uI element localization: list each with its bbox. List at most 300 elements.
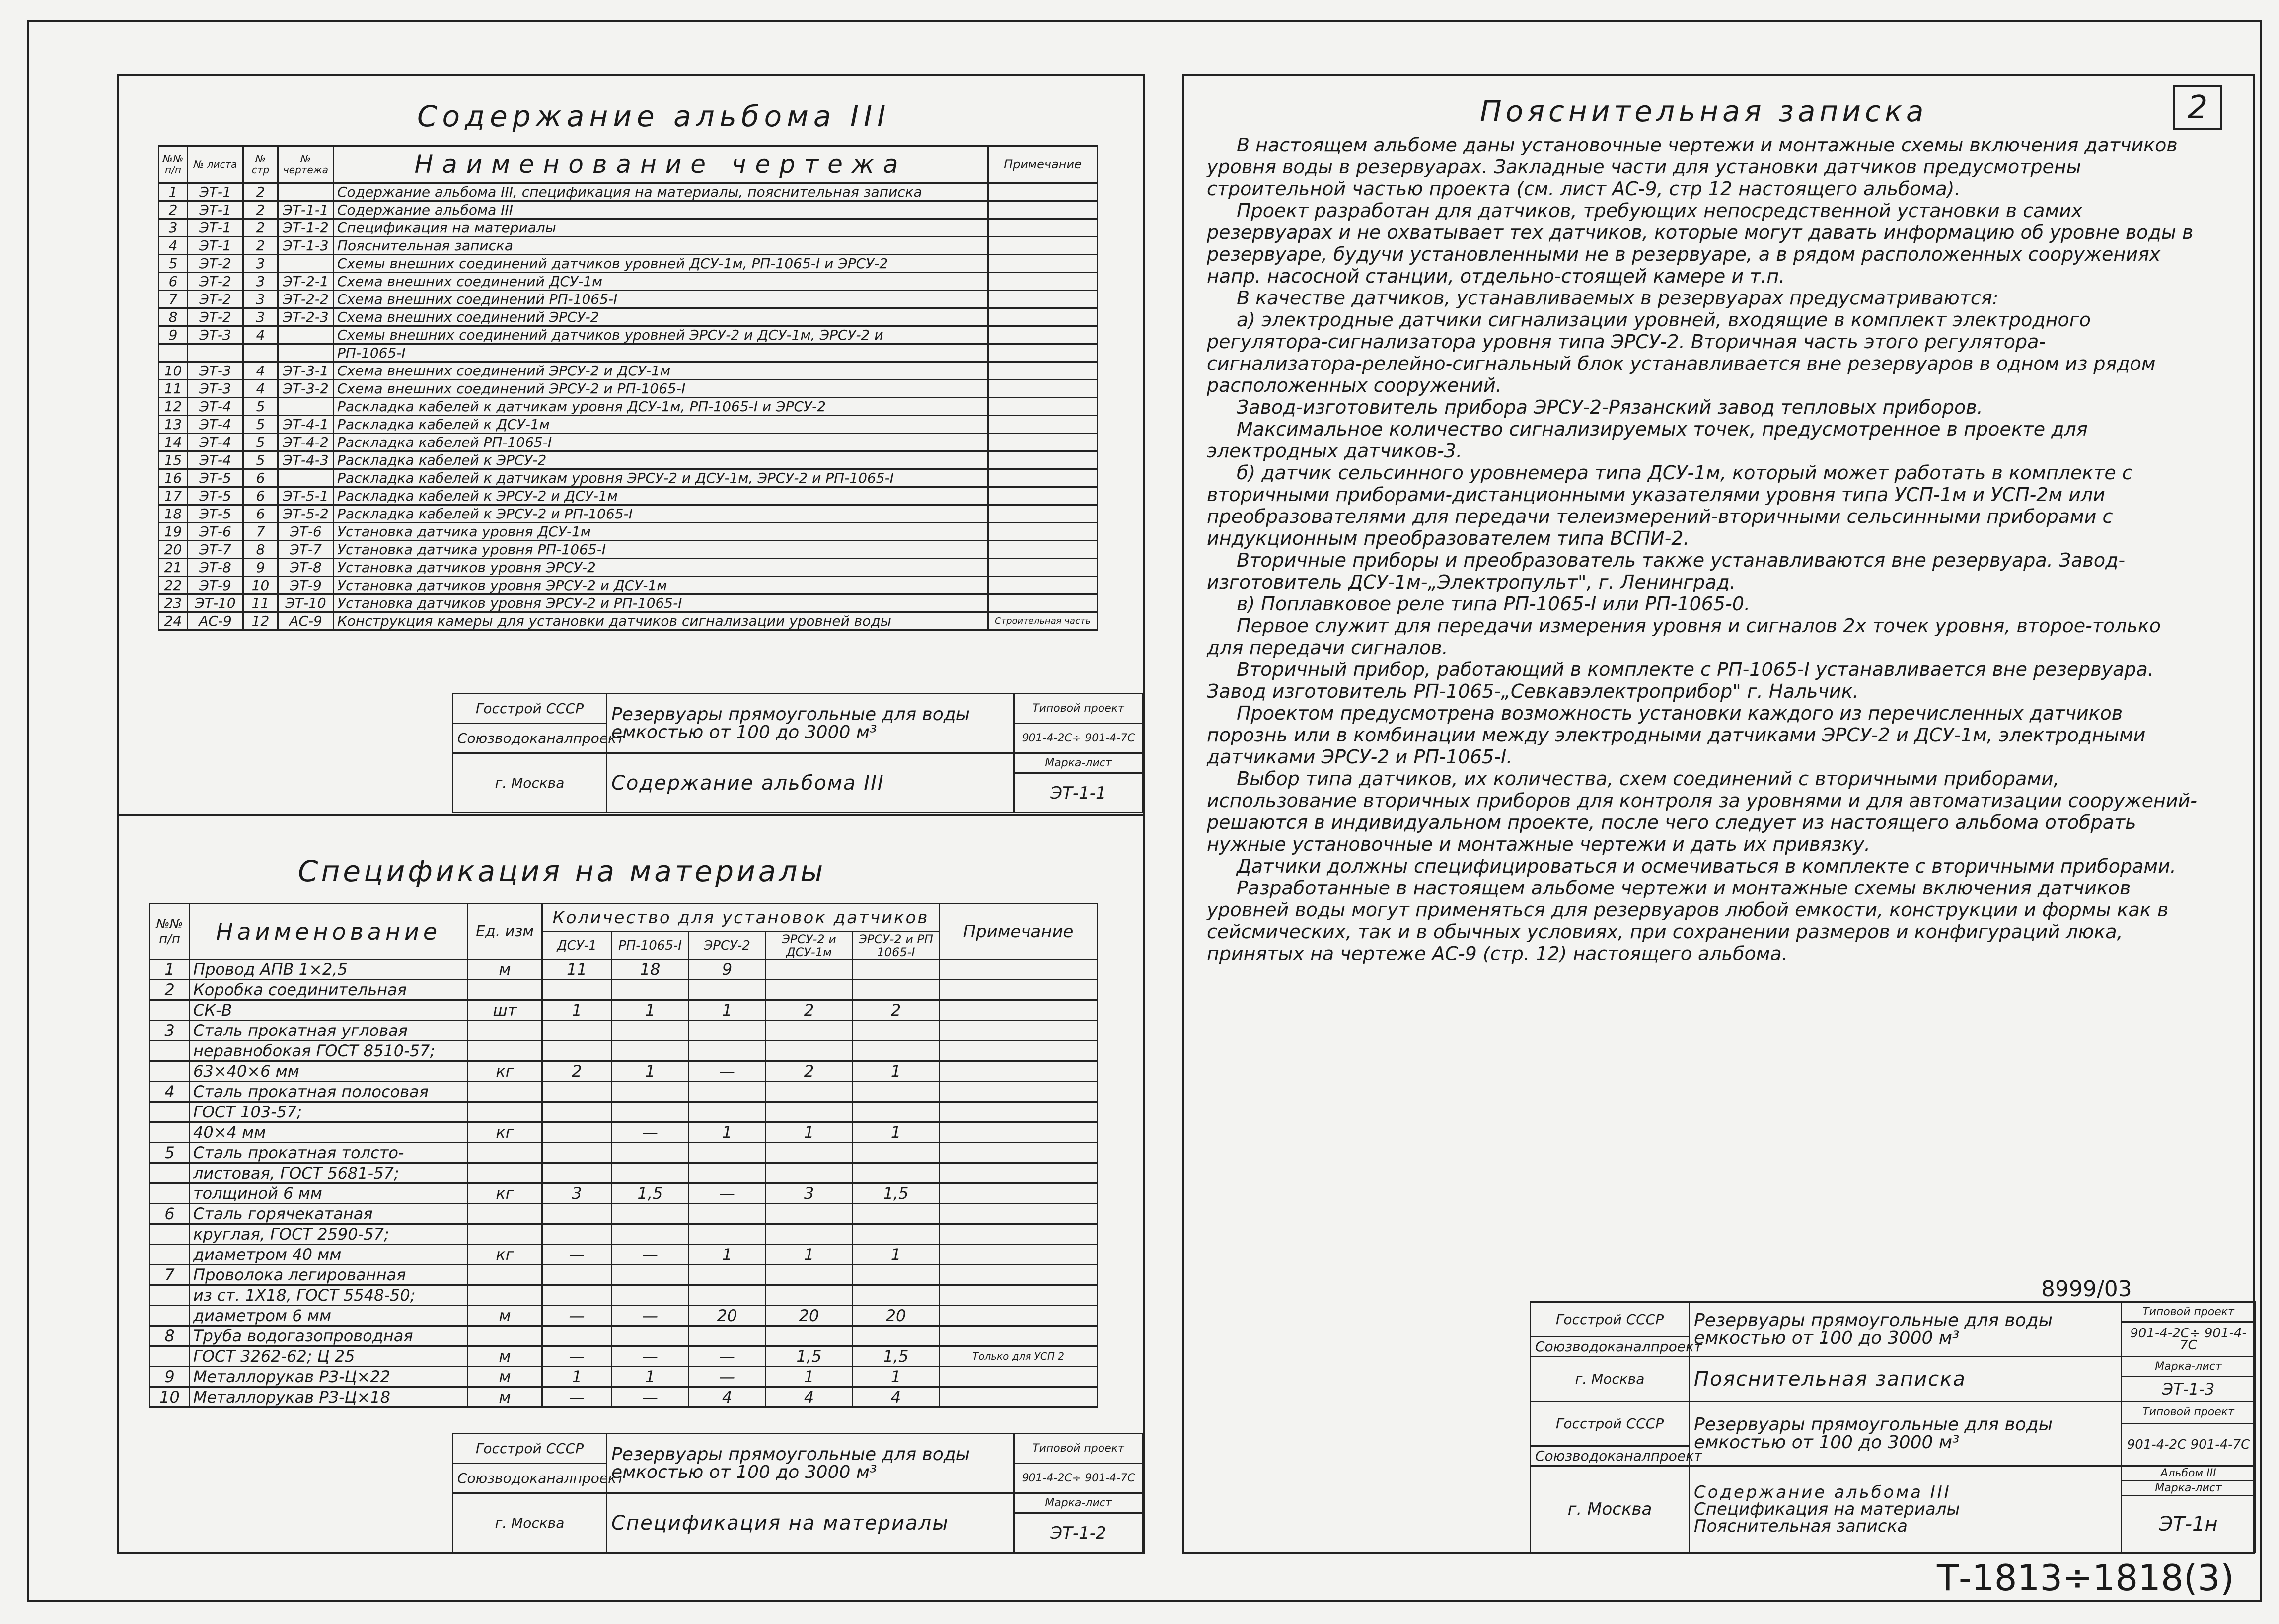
spec-cell-unit bbox=[468, 1204, 542, 1224]
stamp3-mark-value: ЭТ-1-3 bbox=[2122, 1377, 2256, 1402]
contents-header-name: Наименование чертежа bbox=[334, 146, 988, 183]
contents-cell-num: 16 bbox=[159, 469, 188, 487]
contents-cell-note bbox=[988, 291, 1098, 308]
contents-cell-name: Схема внешних соединений ЭРСУ-2 и РП-1065-I bbox=[334, 380, 988, 398]
stamp4-doc bbox=[1690, 1466, 2122, 1553]
contents-cell-page: 3 bbox=[243, 308, 278, 326]
spec-cell-c5 bbox=[853, 960, 940, 980]
spec-cell-c1 bbox=[542, 1082, 612, 1102]
left-panel-divider bbox=[117, 814, 1145, 816]
contents-cell-num: 7 bbox=[159, 291, 188, 308]
spec-cell-c1: — bbox=[542, 1387, 612, 1407]
spec-cell-c4 bbox=[766, 1204, 853, 1224]
spec-row bbox=[150, 1183, 1098, 1204]
contents-cell-name: Раскладка кабелей к датчикам уровня ЭРСУ-2 и ДСУ-1м, ЭРСУ-2 и РП-1065-I bbox=[334, 469, 988, 487]
contents-cell-num: 13 bbox=[159, 416, 188, 434]
spec-cell-note bbox=[940, 1245, 1098, 1265]
spec-row bbox=[150, 1387, 1098, 1407]
contents-cell-drawing: ЭТ-1-2 bbox=[278, 219, 334, 237]
contents-cell-note bbox=[988, 577, 1098, 594]
spec-cell-num: 4 bbox=[150, 1082, 190, 1102]
contents-cell-page: 5 bbox=[243, 451, 278, 469]
contents-cell-sheet: ЭТ-4 bbox=[188, 398, 243, 416]
contents-cell-num: 23 bbox=[159, 594, 188, 612]
contents-cell-empty bbox=[188, 344, 243, 362]
contents-cell-drawing: ЭТ-2-2 bbox=[278, 291, 334, 308]
spec-cell-c2 bbox=[612, 1204, 689, 1224]
contents-row bbox=[159, 326, 1098, 344]
contents-cell-sheet: ЭТ-2 bbox=[188, 255, 243, 273]
stamp3-type-label: Типовой проект bbox=[2122, 1302, 2256, 1322]
spec-cell-note bbox=[940, 980, 1098, 1000]
contents-cell-name: Конструкция камеры для установки датчиков сигнализации уровней воды bbox=[334, 612, 988, 630]
contents-cell-drawing bbox=[278, 469, 334, 487]
spec-cell-c3 bbox=[689, 1224, 766, 1245]
spec-cell-c2: — bbox=[612, 1306, 689, 1326]
contents-cell-name: Содержание альбома III, спецификация на материалы, пояснительная записка bbox=[334, 183, 988, 201]
note-paragraph: Выбор типа датчиков, их количества, схем соединений с вторичными приборами, использование вторичных приборов для контроля за уровнями и для автоматизации сооружений-решаются в индивидуальном проекте, после чего следует из настоящего альбома отобрать нужные установочные и монтажные чертежи и дать их привязку. bbox=[1207, 768, 2197, 855]
contents-cell-sheet: ЭТ-5 bbox=[188, 505, 243, 523]
note-paragraph: Датчики должны специфицироваться и осмечиваться в комплекте с вторичными приборами. bbox=[1237, 855, 2176, 877]
spec-cell-unit bbox=[468, 1041, 542, 1061]
contents-cell-sheet: ЭТ-7 bbox=[188, 541, 243, 559]
contents-cell-note bbox=[988, 326, 1098, 344]
spec-cell-c4 bbox=[766, 980, 853, 1000]
note-paragraph: Проектом предусмотрена возможность установки каждого из перечисленных датчиков порознь или в комбинации между электродными датчиками ЭРСУ-2 и ДСУ-1м, электродными датчиками ЭРСУ-2 и РП-1065-I. bbox=[1207, 702, 2146, 768]
contents-row bbox=[159, 451, 1098, 469]
stamp4-doc-line-2: Спецификация на материалы bbox=[1694, 1499, 1960, 1519]
contents-row bbox=[159, 434, 1098, 451]
contents-cell-name: Пояснительная записка bbox=[334, 237, 988, 255]
contents-cell-drawing: ЭТ-2-1 bbox=[278, 273, 334, 291]
spec-cell-c3 bbox=[689, 980, 766, 1000]
spec-cell-c1 bbox=[542, 1122, 612, 1143]
stamp2-mark-value: ЭТ-1-2 bbox=[1014, 1513, 1143, 1553]
contents-cell-num: 17 bbox=[159, 487, 188, 505]
contents-cell-name: Установка датчиков уровня ЭРСУ-2 и РП-1065-I bbox=[334, 594, 988, 612]
spec-cell-c1 bbox=[542, 1102, 612, 1122]
contents-row bbox=[159, 559, 1098, 577]
spec-cell-name: толщиной 6 мм bbox=[190, 1183, 468, 1204]
contents-cell-num: 1 bbox=[159, 183, 188, 201]
contents-cell-drawing: ЭТ-3-2 bbox=[278, 380, 334, 398]
contents-row bbox=[159, 487, 1098, 505]
contents-cell-name: Раскладка кабелей к ДСУ-1м bbox=[334, 416, 988, 434]
contents-cell-drawing: ЭТ-9 bbox=[278, 577, 334, 594]
contents-cell-drawing: ЭТ-4-3 bbox=[278, 451, 334, 469]
spec-header-unit: Ед. изм bbox=[468, 904, 542, 960]
spec-cell-name: Сталь горячекатаная bbox=[190, 1204, 468, 1224]
spec-cell-c1: 11 bbox=[542, 960, 612, 980]
stamp1-org2: Союзводоканалпроект bbox=[453, 724, 607, 753]
spec-cell-note bbox=[940, 1326, 1098, 1346]
spec-cell-name: Сталь прокатная полосовая bbox=[190, 1082, 468, 1102]
spec-cell-c1 bbox=[542, 1143, 612, 1163]
spec-cell-c5: 1 bbox=[853, 1245, 940, 1265]
spec-cell-c5: 1 bbox=[853, 1367, 940, 1387]
spec-cell-c4: 2 bbox=[766, 1061, 853, 1082]
spec-cell-c4 bbox=[766, 960, 853, 980]
spec-cell-unit: кг bbox=[468, 1245, 542, 1265]
contents-cell-sheet: ЭТ-2 bbox=[188, 273, 243, 291]
contents-cell-sheet: ЭТ-2 bbox=[188, 308, 243, 326]
contents-cell-page: 2 bbox=[243, 183, 278, 201]
stamp3-doc: Пояснительная записка bbox=[1690, 1357, 2122, 1402]
stamp2-type-value: 901-4-2С÷ 901-4-7С bbox=[1014, 1464, 1143, 1493]
spec-cell-c1: 1 bbox=[542, 1367, 612, 1387]
spec-cell-num: 1 bbox=[150, 960, 190, 980]
spec-cell-c4 bbox=[766, 1285, 853, 1306]
contents-cell-page: 5 bbox=[243, 398, 278, 416]
spec-cell-c4: 4 bbox=[766, 1387, 853, 1407]
spec-cell-c2 bbox=[612, 1224, 689, 1245]
spec-cell-c4: 1 bbox=[766, 1367, 853, 1387]
contents-cell-page: 8 bbox=[243, 541, 278, 559]
contents-cell-num: 2 bbox=[159, 201, 188, 219]
stamp4-album-label: Альбом III bbox=[2122, 1466, 2256, 1481]
spec-cell-c3: 1 bbox=[689, 1000, 766, 1021]
spec-row bbox=[150, 1041, 1098, 1061]
contents-cell-sheet: ЭТ-3 bbox=[188, 380, 243, 398]
contents-cell-sheet: ЭТ-1 bbox=[188, 201, 243, 219]
contents-cell-name: Установка датчика уровня ДСУ-1м bbox=[334, 523, 988, 541]
stamp2-doc: Спецификация на материалы bbox=[607, 1493, 1014, 1553]
note-heading: Пояснительная записка bbox=[1480, 94, 1928, 128]
contents-cell-note bbox=[988, 523, 1098, 541]
contents-row bbox=[159, 362, 1098, 380]
spec-cell-num bbox=[150, 1000, 190, 1021]
spec-cell-c1 bbox=[542, 1021, 612, 1041]
spec-cell-num bbox=[150, 1122, 190, 1143]
spec-cell-c3: — bbox=[689, 1346, 766, 1367]
spec-cell-c3 bbox=[689, 1326, 766, 1346]
contents-header-sheet: № листа bbox=[188, 146, 243, 183]
spec-cell-unit bbox=[468, 1224, 542, 1245]
contents-row bbox=[159, 416, 1098, 434]
spec-cell-unit: кг bbox=[468, 1122, 542, 1143]
spec-cell-c5: 1,5 bbox=[853, 1183, 940, 1204]
spec-cell-unit bbox=[468, 1265, 542, 1285]
spec-cell-c3: 9 bbox=[689, 960, 766, 980]
contents-cell-page: 3 bbox=[243, 291, 278, 308]
contents-cell-sheet: ЭТ-4 bbox=[188, 451, 243, 469]
spec-cell-c2 bbox=[612, 1163, 689, 1183]
note-paragraph: Проект разработан для датчиков, требующих непосредственной установки в самих резервуарах и не охватывает тех датчиков, которые могут давать информацию об уровне воды в резервуаре, будучи установленными не в резервуаре, а в рядом расположенных сооружениях напр. насосной станции, отдельно-стоящей камере и т.п. bbox=[1207, 200, 2194, 287]
spec-cell-c3 bbox=[689, 1163, 766, 1183]
spec-cell-name: Сталь прокатная угловая bbox=[190, 1021, 468, 1041]
contents-row bbox=[159, 541, 1098, 559]
spec-cell-c5: 1 bbox=[853, 1061, 940, 1082]
stamp2-org1: Госстрой СССР bbox=[453, 1434, 607, 1464]
spec-cell-c5 bbox=[853, 1041, 940, 1061]
spec-cell-name: из ст. 1Х18, ГОСТ 5548-50; bbox=[190, 1285, 468, 1306]
contents-cell-drawing: ЭТ-6 bbox=[278, 523, 334, 541]
spec-cell-name: Металлорукав РЗ-Ц×22 bbox=[190, 1367, 468, 1387]
contents-cell-empty bbox=[278, 344, 334, 362]
spec-cell-unit bbox=[468, 1163, 542, 1183]
spec-cell-c3 bbox=[689, 1041, 766, 1061]
contents-row bbox=[159, 308, 1098, 326]
contents-row bbox=[159, 469, 1098, 487]
note-paragraph: Разработанные в настоящем альбоме чертежи и монтажные схемы включения датчиков уровней воды могут применяться для резервуаров любой емкости, конструкции и формы как в сейсмических, так и в обычных условиях, при сохранении размеров и конфигураций люка, принятых на чертеже АС-9 (стр. 12) настоящего альбома. bbox=[1207, 877, 2169, 964]
spec-header-c5: ЭРСУ-2 и РП 1065-I bbox=[853, 932, 940, 960]
contents-cell-empty bbox=[243, 344, 278, 362]
spec-cell-num bbox=[150, 1285, 190, 1306]
contents-cell-note bbox=[988, 273, 1098, 291]
spec-cell-note bbox=[940, 1367, 1098, 1387]
contents-cell-num: 10 bbox=[159, 362, 188, 380]
contents-cell-num: 20 bbox=[159, 541, 188, 559]
spec-header-c1: ДСУ-1 bbox=[542, 932, 612, 960]
spec-cell-c3: — bbox=[689, 1367, 766, 1387]
spec-cell-note bbox=[940, 1143, 1098, 1163]
contents-cell-page: 6 bbox=[243, 487, 278, 505]
spec-cell-c4: 3 bbox=[766, 1183, 853, 1204]
spec-cell-c4: 1 bbox=[766, 1245, 853, 1265]
spec-body bbox=[150, 960, 1098, 1407]
spec-cell-c5 bbox=[853, 1224, 940, 1245]
spec-header-note: Примечание bbox=[940, 904, 1098, 960]
spec-cell-num bbox=[150, 1183, 190, 1204]
contents-row bbox=[159, 237, 1098, 255]
spec-cell-c2: 1,5 bbox=[612, 1183, 689, 1204]
contents-cell-name: Содержание альбома III bbox=[334, 201, 988, 219]
spec-cell-c2 bbox=[612, 1285, 689, 1306]
contents-cell-note bbox=[988, 308, 1098, 326]
spec-cell-c3: 1 bbox=[689, 1245, 766, 1265]
spec-cell-c2 bbox=[612, 1265, 689, 1285]
spec-cell-c3 bbox=[689, 1265, 766, 1285]
contents-cell-sheet: ЭТ-3 bbox=[188, 326, 243, 344]
contents-cell-page: 10 bbox=[243, 577, 278, 594]
spec-cell-num bbox=[150, 1163, 190, 1183]
contents-cell-sheet: ЭТ-4 bbox=[188, 416, 243, 434]
note-paragraph: б) датчик сельсинного уровнемера типа ДСУ-1м, который может работать в комплекте с вторичными приборами-дистанционными указателями уровня типа УСП-1м и УСП-2м или преобразователями для передачи телеизмерений-вторичными сельсинными приборами с индукционным преобразователем типа ВСПИ-2. bbox=[1207, 462, 2132, 549]
spec-cell-name: круглая, ГОСТ 2590-57; bbox=[190, 1224, 468, 1245]
contents-cell-note bbox=[988, 469, 1098, 487]
contents-row bbox=[159, 577, 1098, 594]
contents-cell-name: Установка датчиков уровня ЭРСУ-2 и ДСУ-1м bbox=[334, 577, 988, 594]
spec-header-c3: ЭРСУ-2 bbox=[689, 932, 766, 960]
contents-cell-page: 7 bbox=[243, 523, 278, 541]
stamp2-mark-label: Марка-лист bbox=[1014, 1493, 1143, 1513]
spec-cell-num bbox=[150, 1224, 190, 1245]
contents-cell-drawing: ЭТ-4-1 bbox=[278, 416, 334, 434]
spec-cell-name: Коробка соединительная bbox=[190, 980, 468, 1000]
contents-header-page: № стр bbox=[243, 146, 278, 183]
spec-cell-c1: 1 bbox=[542, 1000, 612, 1021]
contents-cell-sheet: ЭТ-2 bbox=[188, 291, 243, 308]
spec-cell-name: ГОСТ 103-57; bbox=[190, 1102, 468, 1122]
stamp3-mark-label: Марка-лист bbox=[2122, 1357, 2256, 1377]
contents-cell-note bbox=[988, 487, 1098, 505]
spec-cell-c5: 20 bbox=[853, 1306, 940, 1326]
spec-cell-c3 bbox=[689, 1143, 766, 1163]
contents-cell-num: 11 bbox=[159, 380, 188, 398]
spec-cell-c2 bbox=[612, 1102, 689, 1122]
stamp4-mark-value: ЭТ-1н bbox=[2122, 1496, 2256, 1553]
contents-cell-page: 2 bbox=[243, 237, 278, 255]
spec-cell-unit: м bbox=[468, 1387, 542, 1407]
spec-cell-name: Труба водогазопроводная bbox=[190, 1326, 468, 1346]
contents-cell-page: 11 bbox=[243, 594, 278, 612]
spec-cell-c2: — bbox=[612, 1346, 689, 1367]
stamp-spec bbox=[452, 1433, 1144, 1553]
spec-cell-note bbox=[940, 1183, 1098, 1204]
stamp4-title: Резервуары прямоугольные для воды емкостью от 100 до 3000 м³ bbox=[1690, 1402, 2122, 1466]
note-paragraph: Завод-изготовитель прибора ЭРСУ-2-Рязанский завод тепловых приборов. bbox=[1237, 396, 1983, 418]
spec-cell-unit: кг bbox=[468, 1183, 542, 1204]
spec-cell-num: 5 bbox=[150, 1143, 190, 1163]
contents-cell-num: 15 bbox=[159, 451, 188, 469]
contents-cell-name: Раскладка кабелей к датчикам уровня ДСУ-1м, РП-1065-I и ЭРСУ-2 bbox=[334, 398, 988, 416]
spec-cell-name: диаметром 6 мм bbox=[190, 1306, 468, 1326]
spec-cell-c4: 1 bbox=[766, 1122, 853, 1143]
note-body bbox=[1207, 134, 2200, 964]
stamp2-title: Резервуары прямоугольные для воды емкостью от 100 до 3000 м³ bbox=[607, 1434, 1014, 1493]
contents-cell-num: 18 bbox=[159, 505, 188, 523]
spec-cell-num: 6 bbox=[150, 1204, 190, 1224]
spec-cell-num: 2 bbox=[150, 980, 190, 1000]
contents-row-continuation bbox=[159, 344, 1098, 362]
contents-cell-note bbox=[988, 541, 1098, 559]
contents-row bbox=[159, 398, 1098, 416]
contents-cell-drawing: АС-9 bbox=[278, 612, 334, 630]
spec-cell-unit: м bbox=[468, 1367, 542, 1387]
contents-cell-drawing: ЭТ-2-3 bbox=[278, 308, 334, 326]
spec-cell-c1 bbox=[542, 1265, 612, 1285]
spec-cell-c2: 18 bbox=[612, 960, 689, 980]
spec-cell-note bbox=[940, 1163, 1098, 1183]
spec-cell-note bbox=[940, 1285, 1098, 1306]
spec-cell-num: 3 bbox=[150, 1021, 190, 1041]
contents-row bbox=[159, 183, 1098, 201]
stamp1-mark-label: Марка-лист bbox=[1014, 753, 1143, 773]
spec-cell-unit bbox=[468, 1021, 542, 1041]
contents-cell-sheet: ЭТ-5 bbox=[188, 469, 243, 487]
contents-cell-name: Схема внешних соединений ДСУ-1м bbox=[334, 273, 988, 291]
spec-cell-unit bbox=[468, 1326, 542, 1346]
spec-cell-note bbox=[940, 1102, 1098, 1122]
note-paragraph: а) электродные датчики сигнализации уровней, входящие в комплект электродного регулятора-сигнализатора уровня типа ЭРСУ-2. Вторичная часть этого регулятора-сигнализатора-релейно-сигнальный блок устанавливается вне резервуаров в одном из рядом расположенных сооружений. bbox=[1207, 309, 2156, 396]
stamp2-city: г. Москва bbox=[453, 1493, 607, 1553]
spec-cell-num bbox=[150, 1041, 190, 1061]
spec-cell-c1 bbox=[542, 1163, 612, 1183]
contents-header-drawing: № чертежа bbox=[278, 146, 334, 183]
stamp4-doc-line-3: Пояснительная записка bbox=[1694, 1516, 1908, 1536]
contents-cell-note bbox=[988, 434, 1098, 451]
spec-row bbox=[150, 1000, 1098, 1021]
contents-cell-num: 21 bbox=[159, 559, 188, 577]
contents-cell-sheet: ЭТ-3 bbox=[188, 362, 243, 380]
spec-cell-note bbox=[940, 1387, 1098, 1407]
spec-header-num: №№ п/п bbox=[150, 904, 190, 960]
spec-cell-c3 bbox=[689, 1102, 766, 1122]
contents-cell-page: 4 bbox=[243, 380, 278, 398]
spec-cell-note bbox=[940, 1061, 1098, 1082]
spec-cell-c3: 4 bbox=[689, 1387, 766, 1407]
contents-cell-note bbox=[988, 559, 1098, 577]
spec-row bbox=[150, 1204, 1098, 1224]
stamp4-city: г. Москва bbox=[1531, 1466, 1690, 1553]
note-paragraph: Вторичный прибор, работающий в комплекте с РП-1065-I устанавливается вне резервуара. Завод изготовитель РП-1065-„Севкавэлектроприбор" г. Нальчик. bbox=[1207, 659, 2154, 702]
spec-cell-c2: 1 bbox=[612, 1061, 689, 1082]
spec-row bbox=[150, 1245, 1098, 1265]
contents-cell-note bbox=[988, 380, 1098, 398]
contents-cell-name: Схема внешних соединений ЭРСУ-2 и ДСУ-1м bbox=[334, 362, 988, 380]
contents-cell-num: 4 bbox=[159, 237, 188, 255]
contents-cell-drawing: ЭТ-8 bbox=[278, 559, 334, 577]
spec-row bbox=[150, 980, 1098, 1000]
spec-cell-unit bbox=[468, 980, 542, 1000]
contents-cell-name: Спецификация на материалы bbox=[334, 219, 988, 237]
contents-cell-name: Схема внешних соединений ЭРСУ-2 bbox=[334, 308, 988, 326]
contents-cell-sheet: ЭТ-1 bbox=[188, 183, 243, 201]
contents-cell-page: 4 bbox=[243, 362, 278, 380]
contents-cell-note bbox=[988, 201, 1098, 219]
spec-cell-num: 9 bbox=[150, 1367, 190, 1387]
contents-cell-sheet: ЭТ-1 bbox=[188, 219, 243, 237]
note-paragraph: Первое служит для передачи измерения уровня и сигналов 2х точек уровня, второе-только для передачи сигналов. bbox=[1207, 615, 2161, 659]
contents-cell-empty bbox=[988, 344, 1098, 362]
spec-cell-c4 bbox=[766, 1041, 853, 1061]
contents-cell-name: Схема внешних соединений РП-1065-I bbox=[334, 291, 988, 308]
stamp1-type-value: 901-4-2С÷ 901-4-7С bbox=[1014, 724, 1143, 753]
contents-cell-note bbox=[988, 255, 1098, 273]
stamp1-type-label: Типовой проект bbox=[1014, 694, 1143, 724]
spec-row bbox=[150, 1021, 1098, 1041]
contents-cell-sheet: ЭТ-9 bbox=[188, 577, 243, 594]
spec-cell-unit: м bbox=[468, 960, 542, 980]
stamp1-org1: Госстрой СССР bbox=[453, 694, 607, 724]
contents-cell-sheet: ЭТ-1 bbox=[188, 237, 243, 255]
spec-cell-c5: 1,5 bbox=[853, 1346, 940, 1367]
spec-cell-note bbox=[940, 1122, 1098, 1143]
spec-cell-c5 bbox=[853, 1204, 940, 1224]
spec-cell-num bbox=[150, 1346, 190, 1367]
spec-row bbox=[150, 1061, 1098, 1082]
spec-cell-c5 bbox=[853, 980, 940, 1000]
spec-cell-num bbox=[150, 1245, 190, 1265]
contents-cell-note bbox=[988, 183, 1098, 201]
spec-cell-c5: 4 bbox=[853, 1387, 940, 1407]
contents-cell-name: Раскладка кабелей к ЭРСУ-2 bbox=[334, 451, 988, 469]
spec-cell-c4 bbox=[766, 1102, 853, 1122]
contents-cell-num: 12 bbox=[159, 398, 188, 416]
spec-cell-c5 bbox=[853, 1265, 940, 1285]
contents-cell-drawing bbox=[278, 398, 334, 416]
note-paragraph: в) Поплавковое реле типа РП-1065-I или РП-1065-0. bbox=[1237, 593, 1751, 615]
spec-cell-unit: м bbox=[468, 1346, 542, 1367]
contents-cell-drawing: ЭТ-4-2 bbox=[278, 434, 334, 451]
contents-header-note: Примечание bbox=[988, 146, 1098, 183]
spec-cell-note bbox=[940, 1000, 1098, 1021]
spec-row bbox=[150, 1326, 1098, 1346]
spec-cell-c3: 1 bbox=[689, 1122, 766, 1143]
archive-code: Т-1813÷1818(3) bbox=[1937, 1557, 2234, 1599]
spec-cell-note bbox=[940, 1021, 1098, 1041]
stamp-contents bbox=[452, 693, 1144, 813]
contents-row bbox=[159, 594, 1098, 612]
spec-cell-c5: 2 bbox=[853, 1000, 940, 1021]
contents-cell-name: РП-1065-I bbox=[334, 344, 988, 362]
contents-row bbox=[159, 255, 1098, 273]
sheet-number-box bbox=[2173, 85, 2222, 130]
contents-cell-num: 22 bbox=[159, 577, 188, 594]
contents-cell-name: Установка датчиков уровня ЭРСУ-2 bbox=[334, 559, 988, 577]
contents-cell-drawing bbox=[278, 326, 334, 344]
spec-cell-num bbox=[150, 1061, 190, 1082]
